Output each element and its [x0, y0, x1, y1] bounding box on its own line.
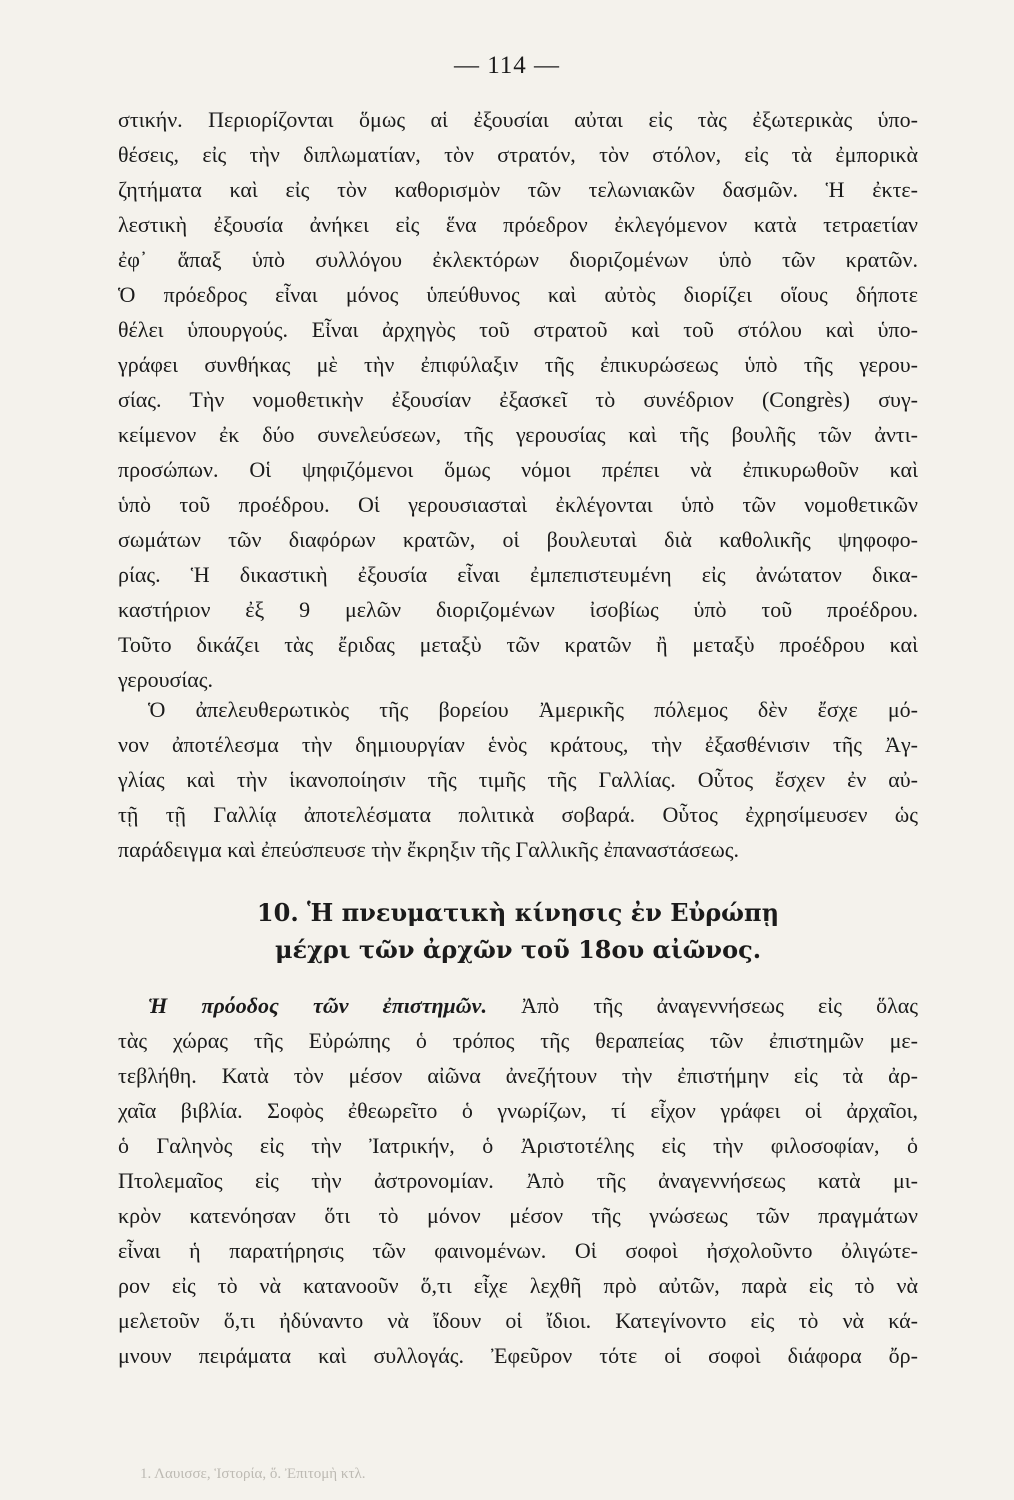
- section-heading: [118, 894, 918, 968]
- text-line: τὰς χώρας τῆς Εὐρώπης ὁ τρόπος τῆς θεραπείας τῶν ἐπιστημῶν με-: [118, 1028, 918, 1053]
- text-line: λεστικὴ ἐξουσία ἀνήκει εἰς ἕνα πρόεδρον ἐκλεγόμενον κατὰ τετραετίαν: [118, 212, 918, 237]
- text-line: [118, 988, 918, 1023]
- text-line: θέλει ὑπουργούς. Εἶναι ἀρχηγὸς τοῦ στρατοῦ καὶ τοῦ στόλου καὶ ὑπο-: [118, 317, 918, 342]
- paragraph-war-of-independence: [118, 692, 918, 867]
- text-line: καστήριον ἐξ 9 μελῶν διοριζομένων ἰσοβίως ὑπὸ τοῦ προέδρου.: [118, 597, 918, 622]
- text-line: μελετοῦν ὅ,τι ἠδύναντο νὰ ἴδουν οἱ ἴδιοι. Κατεγίνοντο εἰς τὸ νὰ κά-: [118, 1308, 918, 1333]
- text-line: κρὸν κατενόησαν ὅτι τὸ μόνον μέσον τῆς γνώσεως τῶν πραγμάτων: [118, 1203, 918, 1228]
- paragraph-constitution: [118, 102, 918, 697]
- text-line: ζητήματα καὶ εἰς τὸν καθορισμὸν τῶν τελωνιακῶν δασμῶν. Ἡ ἐκτε-: [118, 177, 918, 202]
- page-number: — 114 —: [453, 52, 561, 79]
- text-line: ὁ Γαληνὸς εἰς τὴν Ἰατρικήν, ὁ Ἀριστοτέλης εἰς τὴν φιλοσοφίαν, ὁ: [118, 1133, 918, 1158]
- text-fragment: Ἀπὸ τῆς ἀναγεννήσεως εἰς ὅλας: [486, 993, 919, 1018]
- text-line: ἐφ᾽ ἅπαξ ὑπὸ συλλόγου ἐκλεκτόρων διοριζομένων ὑπὸ τῶν κρατῶν.: [118, 247, 918, 272]
- subsection-lead: Ἡ πρόοδος τῶν ἐπιστημῶν.: [148, 993, 487, 1018]
- text-line: προσώπων. Οἱ ψηφιζόμενοι ὅμως νόμοι πρέπει νὰ ἐπικυρωθοῦν καὶ: [118, 457, 918, 482]
- text-line: τεβλήθη. Κατὰ τὸν μέσον αἰῶνα ἀνεζήτουν τὴν ἐπιστήμην εἰς τὰ ἀρ-: [118, 1063, 918, 1088]
- section-title-line-1: 10. Ἡ πνευματικὴ κίνησις ἐν Εὐρώπῃ: [256, 898, 780, 927]
- text-line: παράδειγμα καὶ ἐπεύσπευσε τὴν ἔκρηξιν τῆς Γαλλικῆς ἐπαναστάσεως.: [118, 837, 739, 862]
- text-line: νον ἀποτέλεσμα τὴν δημιουργίαν ἑνὸς κράτους, τὴν ἐξασθένισιν τῆς Ἀγ-: [118, 732, 918, 757]
- text-line: κείμενον ἐκ δύο συνελεύσεων, τῆς γερουσίας καὶ τῆς βουλῆς τῶν ἀντι-: [118, 422, 918, 447]
- text-line: ρίας. Ἡ δικαστικὴ ἐξουσία εἶναι ἐμπεπιστευμένη εἰς ἀνώτατον δικα-: [118, 562, 918, 587]
- paragraph-progress-of-sciences: [118, 988, 918, 1373]
- text-line: σωμάτων τῶν διαφόρων κρατῶν, οἱ βουλευταὶ διὰ καθολικῆς ψηφοφο-: [118, 527, 918, 552]
- text-line: μνουν πειράματα καὶ συλλογάς. Ἐφεῦρον τότε οἱ σοφοὶ διάφορα ὄρ-: [118, 1343, 918, 1368]
- text-line: σίας. Τὴν νομοθετικὴν ἐξουσίαν ἐξασκεῖ τὸ συνέδριον (Congrès) συγ-: [118, 387, 918, 412]
- text-line: Πτολεμαῖος εἰς τὴν ἀστρονομίαν. Ἀπὸ τῆς ἀναγεννήσεως κατὰ μι-: [118, 1168, 918, 1193]
- text-line: γερουσίας.: [118, 667, 213, 692]
- text-line: Ὁ ἀπελευθερωτικὸς τῆς βορείου Ἀμερικῆς πόλεμος δὲν ἔσχε μό-: [148, 697, 918, 722]
- text-line: γράφει συνθήκας μὲ τὴν ἐπιφύλαξιν τῆς ἐπικυρώσεως ὑπὸ τῆς γερου-: [118, 352, 918, 377]
- text-line: ὑπὸ τοῦ προέδρου. Οἱ γερουσιασταὶ ἐκλέγονται ὑπὸ τῶν νομοθετικῶν: [118, 492, 918, 517]
- text-line: ρον εἰς τὸ νὰ κατανοοῦν ὅ,τι εἶχε λεχθῆ πρὸ αὐτῶν, παρὰ εἰς τὸ νὰ: [118, 1273, 918, 1298]
- text-line: εἶναι ἡ παρατήρησις τῶν φαινομένων. Οἱ σοφοὶ ἠσχολοῦντο ὀλιγώτε-: [118, 1238, 918, 1263]
- faint-footnote: 1. Λαυισσε, Ἱστορία, ὅ. Ἐπιτομὴ κτλ.: [140, 1466, 366, 1482]
- section-title-line-2: μέχρι τῶν ἀρχῶν τοῦ 18ου αἰῶνος.: [274, 935, 762, 964]
- text-line: θέσεις, εἰς τὴν διπλωματίαν, τὸν στρατόν, τὸν στόλον, εἰς τὰ ἐμπορικὰ: [118, 142, 918, 167]
- text-line: γλίας καὶ τὴν ἱκανοποίησιν τῆς τιμῆς τῆς Γαλλίας. Οὗτος ἔσχεν ἐν αὐ-: [118, 767, 918, 792]
- text-line: Τοῦτο δικάζει τὰς ἔριδας μεταξὺ τῶν κρατῶν ἢ μεταξὺ προέδρου καὶ: [118, 632, 918, 657]
- text-line: στικήν. Περιορίζονται ὅμως αἱ ἐξουσίαι αὐται εἰς τὰς ἐξωτερικὰς ὑπο-: [118, 107, 918, 132]
- text-line: Ὁ πρόεδρος εἶναι μόνος ὑπεύθυνος καὶ αὐτὸς διορίζει οἵους δήποτε: [118, 282, 918, 307]
- text-line: χαῖα βιβλία. Σοφὸς ἐθεωρεῖτο ὁ γνωρίζων, τί εἶχον γράφει οἱ ἀρχαῖοι,: [118, 1098, 918, 1123]
- text-line: τῇ τῇ Γαλλίᾳ ἀποτελέσματα πολιτικὰ σοβαρά. Οὗτος ἐχρησίμευσεν ὡς: [118, 802, 918, 827]
